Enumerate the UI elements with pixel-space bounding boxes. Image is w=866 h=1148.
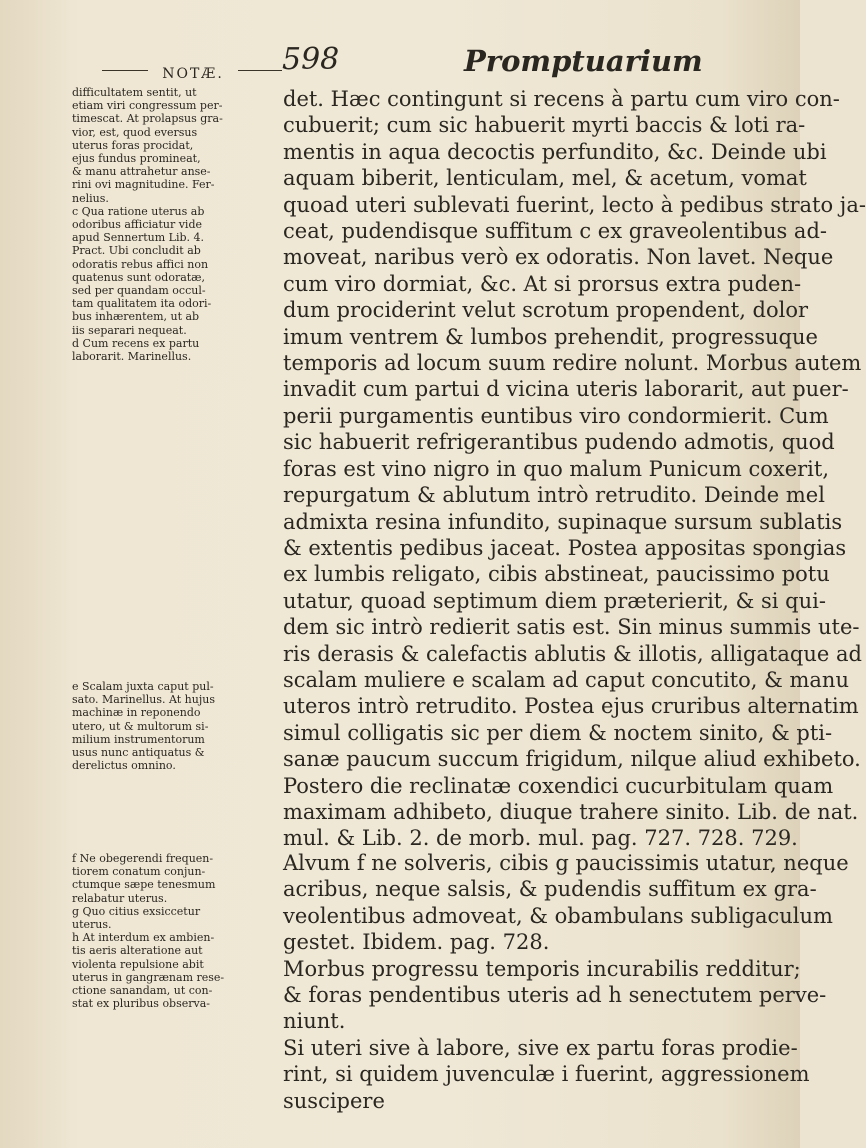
running-head: Promptuarium bbox=[464, 44, 703, 78]
main-text-block: det. Hæc contingunt si recens à partu cum viro con- cubuerit; cum sic habuerit myrti baccis & loti ra- mentis in aqua decoctis perfundito, &c. Deinde ubi aquam biberit, lenticulam, mel, & acetum, vomat quoad uteri sublevati fuerint, lecto à pedibus strato ja- ceat, pudendisque suffitum c ex graveolentibus ad- moveat, naribus verò ex odoratis. Non lavet. Neque cum viro dormiat, &c. At si prorsus extra puden- dum prociderint velut scrotum propendent, dolor imum ventrem & lumbos prehendit, progressuque temporis ad locum suum redire nolunt. Morbus autem invadit cum partui d vicina uteris laborarit, aut puer- perii purgamentis euntibus viro condormierit. Cum sic habuerit refrigerantibus pudendo admotis, quod foras est vino nigro in quo malum Punicum coxerit, repurgatum & ablutum intrò retrudito. Deinde mel admixta resina infundito, supinaque sursum sublatis & extentis pedibus jaceat. Postea appositas spongias ex lumbis religato, cibis abstineat, paucissimo potu utatur, quoad septimum diem præterierit, & si qui- dem sic intrò redierit satis est. Sin minus summis ute- ris derasis & calefactis ablutis & illotis, alligataque ad scalam muliere e scalam ad caput concutito, & manu uteros intrò retrudito. Postea ejus cruribus alternatim simul colligatis sic per diem & noctem sinito, & pti- sanæ paucum succum frigidum, nilque aliud exhibeto. Postero die reclinatæ coxendici cucurbitulam quam maximam adhibeto, diuque trahere sinito. Lib. de nat. mul. & Lib. 2. de morb. mul. pag. 727. 728. 729. bbox=[283, 87, 866, 851]
header-rule-left bbox=[102, 70, 148, 71]
main-text-block-continued: Alvum f ne solveris, cibis g paucissimis utatur, neque acribus, neque salsis, & pudendis suffitum ex gra- veolentibus admoveat, & obambulans subligaculum gestet. Ibidem. pag. 728. Morbus progressu temporis incurabilis redditur; & foras pendentibus uteris ad h senectutem perve- niunt. Si uteri sive à labore, sive ex partu foras prodie- rint, si quidem juvenculæ i fuerint, aggressionem suscipere bbox=[283, 851, 849, 1113]
margin-notes-c-d: difficultatem sentit, ut etiam viri congressum per- timescat. At prolapsus gra- vior, est, quod eversus uterus foras procidat, ejus fundus promineat, & manu attrahetur anse- rini ovi magnitudine. Fer- nelius. c Qua ratione uterus ab odoribus afficiatur vide apud Sennertum Lib. 4. Pract. Ubi concludit ab odoratis rebus affici non quatenus sunt odoratæ, sed per quandam occul- tam qualitatem ita odori- bus inhærentem, ut ab iis separari nequeat. d Cum recens ex partu laborarit. Marinellus. bbox=[72, 86, 223, 364]
page-number: 598 bbox=[282, 42, 340, 77]
margin-note-e: e Scalam juxta caput pul- sato. Marinellus. At hujus machinæ in reponendo utero, ut & multorum si- milium instrumentorum usus nunc antiquatus & derelictus omnino. bbox=[72, 680, 215, 773]
header-rule-right bbox=[238, 70, 282, 71]
notes-heading: NOTÆ. bbox=[162, 66, 224, 82]
margin-notes-f-h: f Ne obegerendi frequen- tiorem conatum conjun- ctumque sæpe tenesmum relabatur uterus. g Quo citius exsiccetur uterus. h At interdum ex ambien- tis aeris alteratione aut violenta repulsione abit uterus in gangrænam rese- ctione sanandam, ut con- stat ex pluribus observa- bbox=[72, 852, 225, 1011]
